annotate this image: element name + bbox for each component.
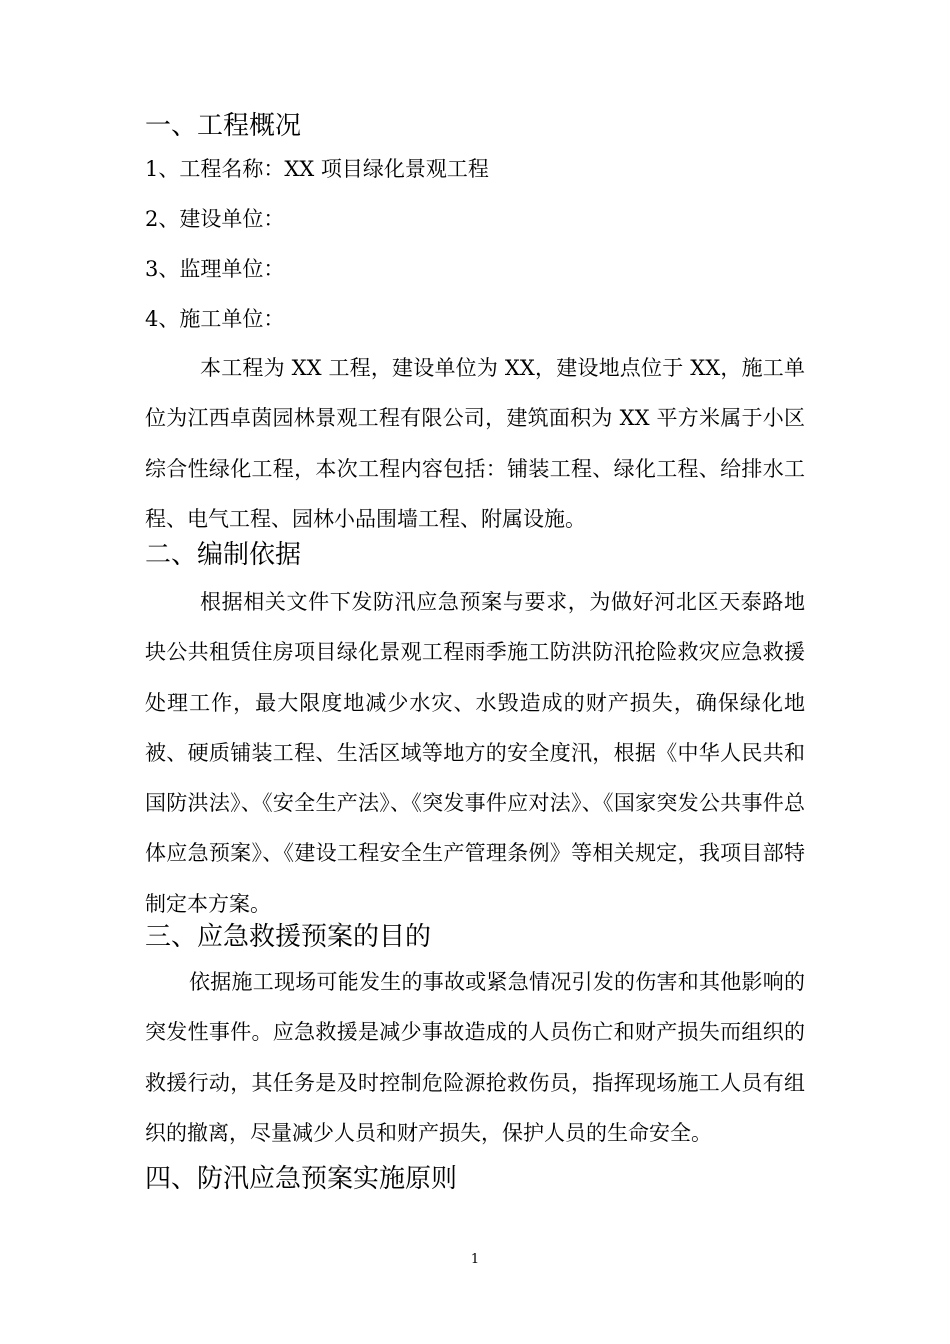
page-number: 1 [470, 1252, 480, 1267]
section-1-paragraph: 本工程为 XX 工程，建设单位为 XX，建设地点位于 XX，施工单位为江西卓茵园林景观工程有限公司，建筑面积为 XX 平方米属于小区综合性绿化工程，本次工程内容包括：铺装工程、绿化工程、给排水工程、电气工程、园林小品围墙工程、附属设施。 [145, 356, 805, 531]
section-3-paragraph: 依据施工现场可能发生的事故或紧急情况引发的伤害和其他影响的突发性事件。应急救援是减少事故造成的人员伤亡和财产损失而组织的救援行动，其任务是及时控制危险源抢救伤员，指挥现场施工人员有组织的撤离，尽量减少人员和财产损失，保护人员的生命安全。 [145, 970, 805, 1145]
project-name-item: 1、工程名称：XX 项目绿化景观工程 [145, 157, 489, 181]
supervision-unit-item: 3、监理单位： [145, 257, 285, 281]
construction-unit-item: 2、建设单位： [145, 207, 285, 231]
section-2-paragraph: 根据相关文件下发防汛应急预案与要求，为做好河北区天泰路地块公共租赁住房项目绿化景观工程雨季施工防洪防汛抢险救灾应急救援处理工作，最大限度地减少水灾、水毁造成的财产损失，确保绿化地被、硬质铺装工程、生活区域等地方的安全度汛，根据《中华人民共和国防洪法》、《安全生产法》、《突发事件应对法》、《国家突发公共事件总体应急预案》、《建设工程安全生产管理条例》等相关规定，我项目部特制定本方案。 [145, 590, 805, 916]
contractor-unit-item: 4、施工单位： [145, 307, 285, 331]
section-2-heading: 二、编制依据 [145, 540, 302, 570]
section-1-heading: 一、工程概况 [145, 111, 302, 141]
section-3-heading: 三、应急救援预案的目的 [145, 922, 432, 952]
section-4-heading: 四、防汛应急预案实施原则 [145, 1164, 458, 1194]
